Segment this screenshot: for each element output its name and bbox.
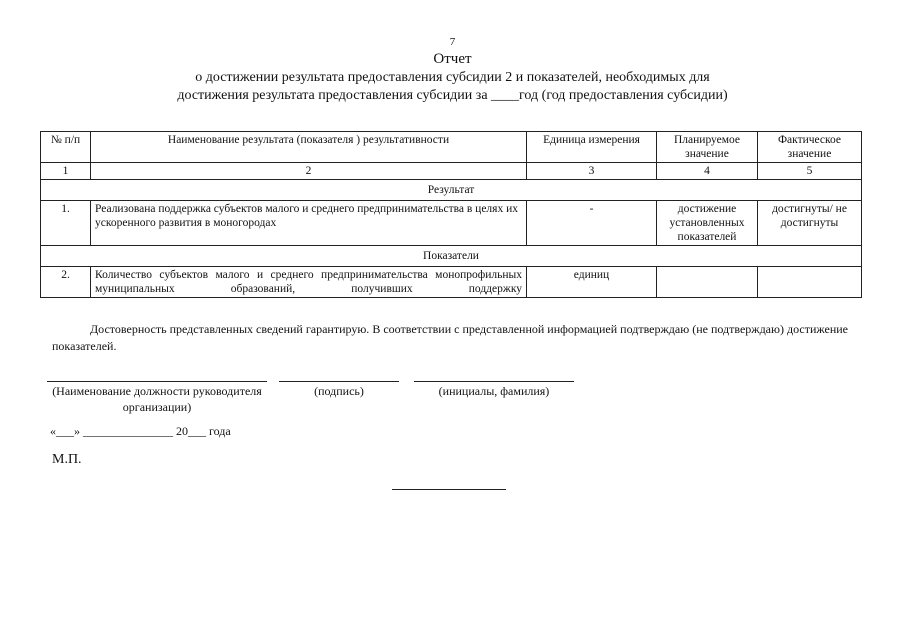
row2-unit: единиц <box>527 267 657 298</box>
name-caption: (инициалы, фамилия) <box>438 384 550 398</box>
row2-name: Количество субъектов малого и среднего предпринимательства монопрофильных муниципальных образований, получивших поддержку <box>91 267 527 298</box>
table-header-row <box>41 132 862 163</box>
header-planned: Планируемое значение <box>657 132 758 163</box>
document-subtitle-line-2: достижения результата предоставления субсидии за ____год (год предоставления субсидии) <box>177 88 728 103</box>
column-number: 5 <box>758 163 862 180</box>
section-indicators-label: Показатели <box>41 246 862 267</box>
document-subtitle-line-1: о достижении результата предоставления субсидии 2 и показателей, необходимых для <box>195 70 710 85</box>
row1-unit: - <box>527 201 657 246</box>
header-num: № п/п <box>41 132 91 163</box>
row2-planned <box>657 267 758 298</box>
position-line <box>47 381 267 382</box>
footer-divider <box>392 489 506 490</box>
row1-planned: достижение установленных показателей <box>657 201 758 246</box>
row1-actual: достигнуты/ не достигнуты <box>758 201 862 246</box>
row1-num: 1. <box>41 201 91 246</box>
row2-actual <box>758 267 862 298</box>
document-title: Отчет <box>433 51 472 67</box>
date-line: «___» _______________ 20___ года <box>50 424 231 438</box>
signature-line <box>279 381 399 382</box>
section-row-indicators <box>41 246 862 267</box>
column-number: 4 <box>657 163 758 180</box>
section-row-result <box>41 180 862 201</box>
header-actual: Фактическое значение <box>758 132 862 163</box>
table-row <box>41 267 862 298</box>
report-table <box>40 131 862 298</box>
column-number: 1 <box>41 163 91 180</box>
header-name: Наименование результата (показателя ) результативности <box>91 132 527 163</box>
confirmation-text: Достоверность представленных сведений гарантирую. В соответствии с представленной информацией подтверждаю (не подтверждаю) достижение показателей. <box>52 322 848 353</box>
column-number: 3 <box>527 163 657 180</box>
table-row <box>41 201 862 246</box>
signature-caption: (подпись) <box>314 384 364 398</box>
name-line <box>414 381 574 382</box>
stamp-label: М.П. <box>52 452 82 467</box>
section-result-label: Результат <box>41 180 862 201</box>
row2-num: 2. <box>41 267 91 298</box>
header-unit: Единица измерения <box>527 132 657 163</box>
row1-name: Реализована поддержка субъектов малого и среднего предпринимательства в целях их ускоренного развития в моногородах <box>91 201 527 246</box>
position-caption: (Наименование должности руководителя организации) <box>52 384 262 414</box>
column-number: 2 <box>91 163 527 180</box>
page-number: 7 <box>449 36 456 48</box>
column-number-row <box>41 163 862 180</box>
